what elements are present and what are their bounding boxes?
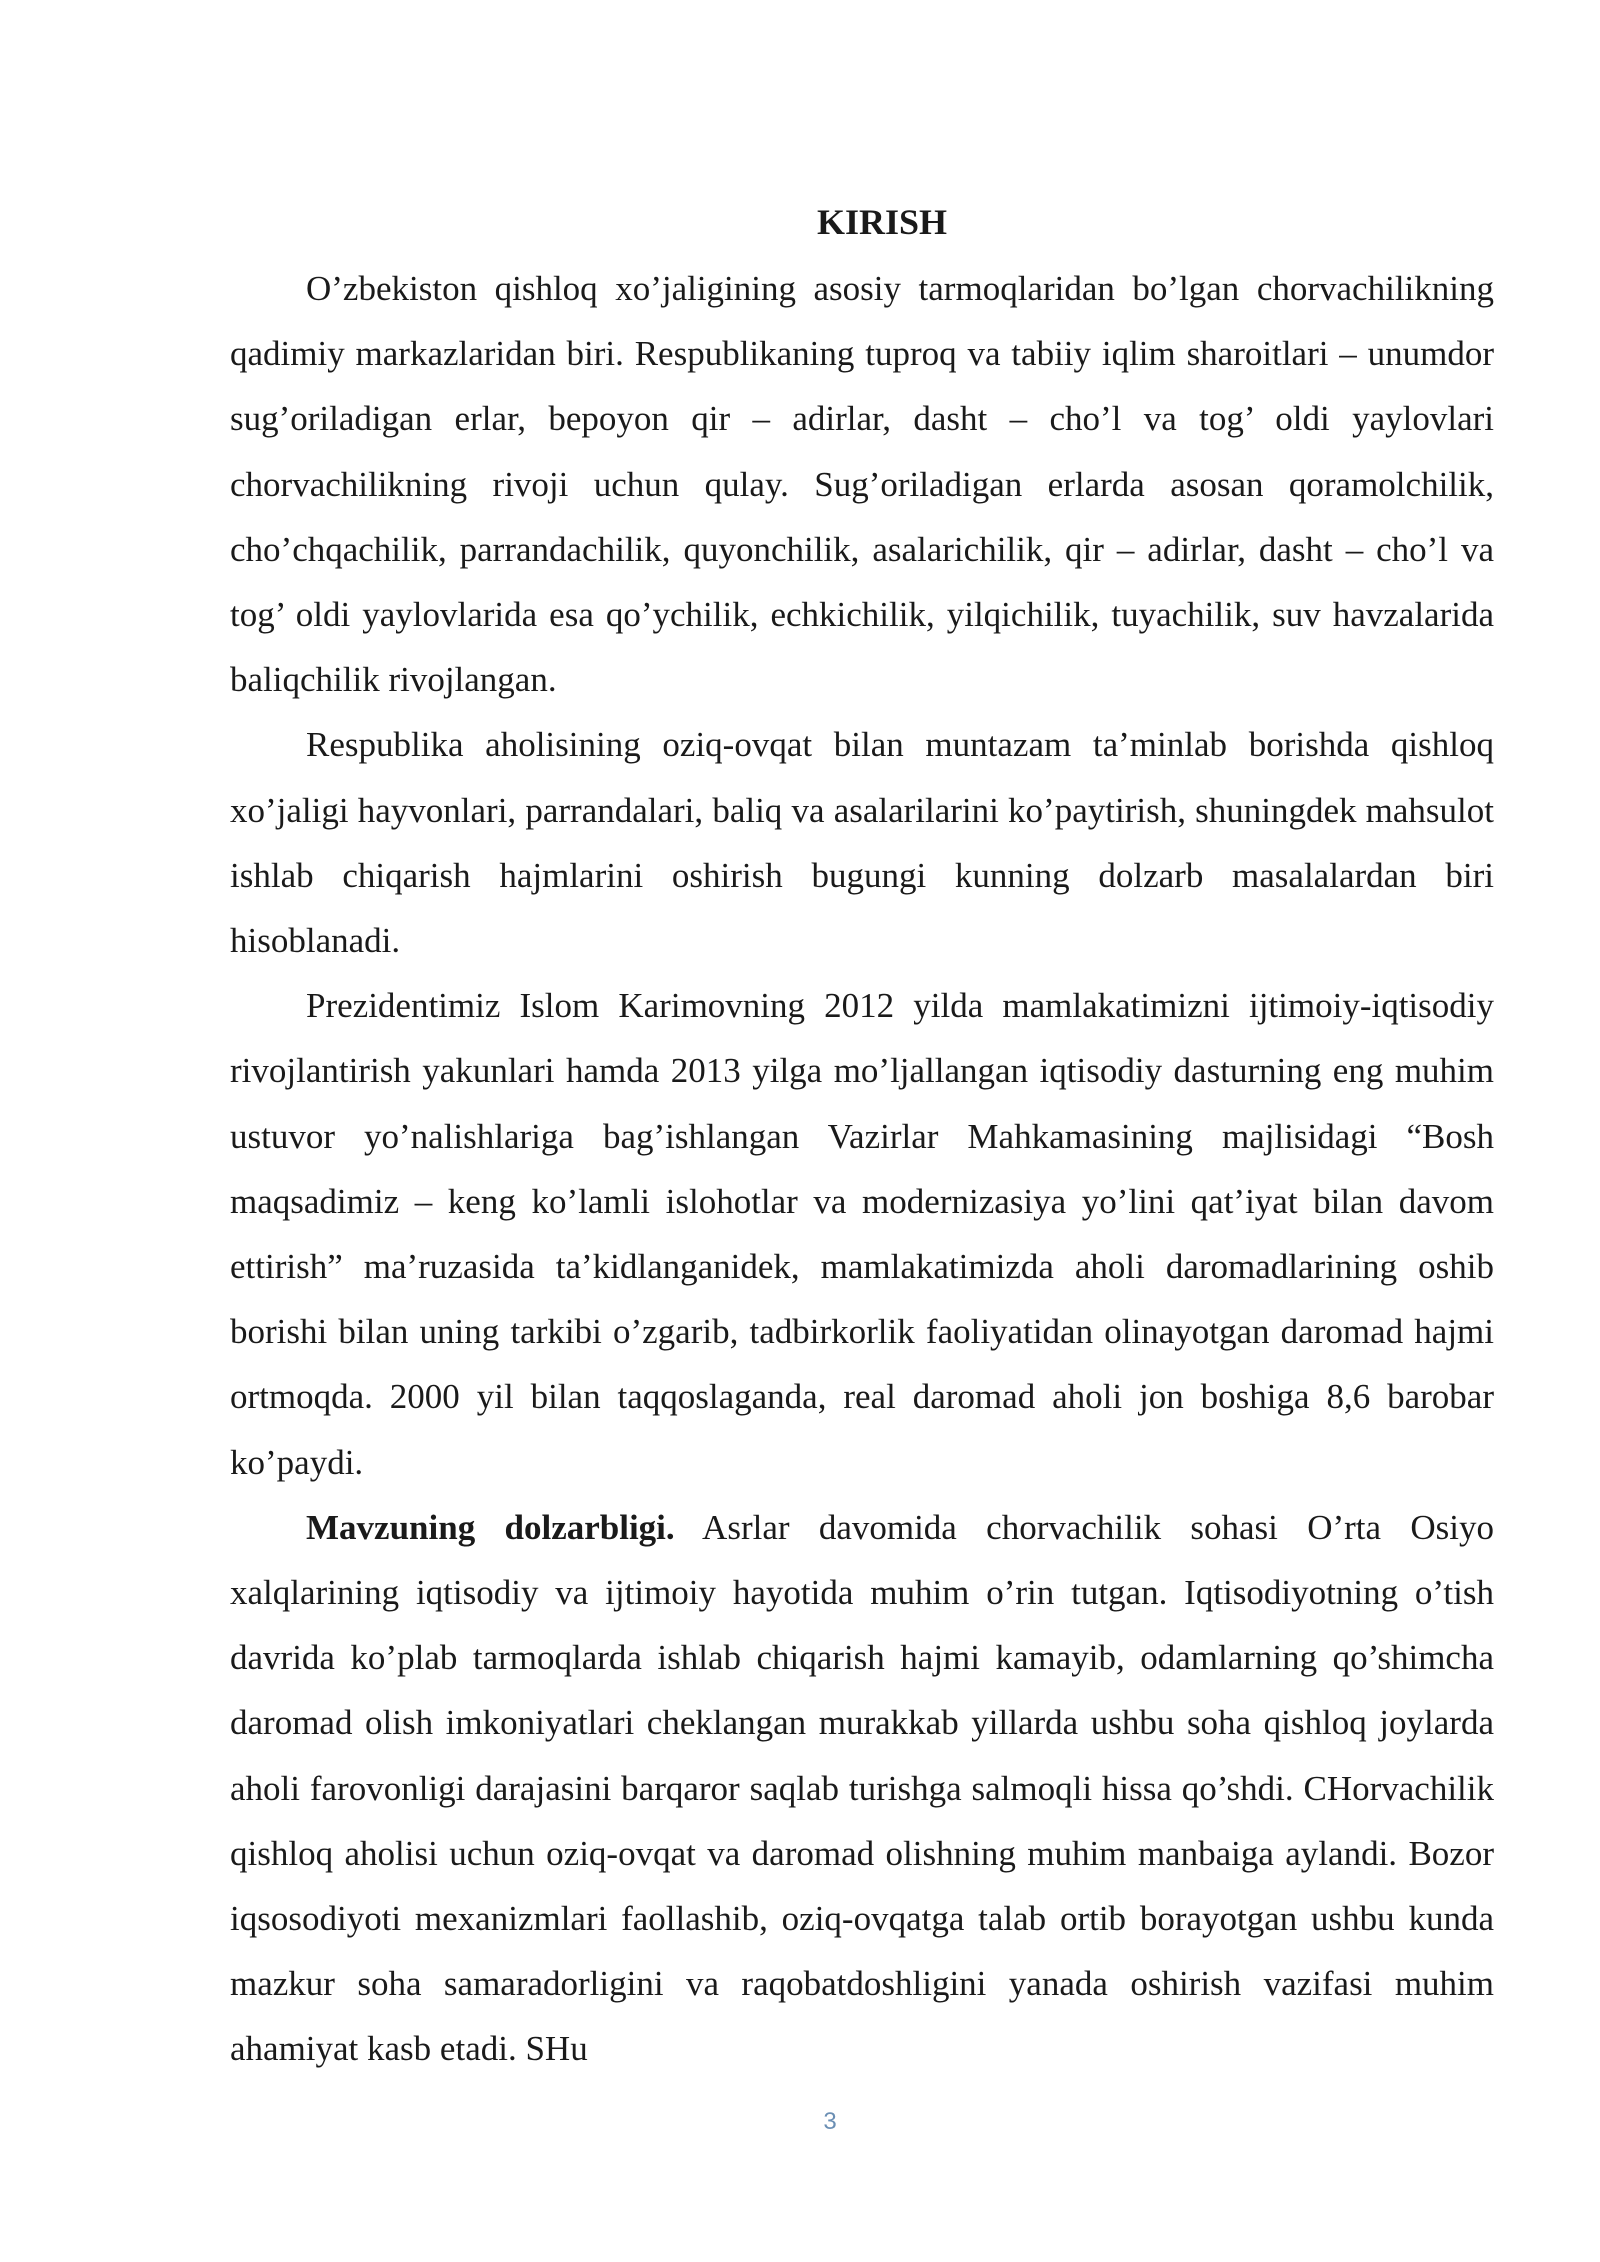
paragraph-relevance (230, 1495, 1494, 2082)
paragraph-food-supply: Respublika aholisining oziq-ovqat bilan muntazam ta’minlab borishda qishloq xo’jaligi hayvonlari, parrandalari, baliq va asalarilarini ko’paytirish, shuningdek mahsulot ishlab chiqarish hajmlarini oshirish bugungi kunning dolzarb masalalardan biri hisoblanadi. (230, 725, 1494, 961)
relevance-text: Asrlar davomida chorvachilik sohasi O’rta Osiyo xalqlarining iqtisodiy va ijtimoiy hayotida muhim o’rin tutgan. Iqtisodiyotning o’tish davrida ko’plab tarmoqlarda ishlab chiqarish hajmi kamayib, odamlarning qo’shimcha daromad olish imkoniyatlari cheklangan murakkab yillarda ushbu soha qishloq joylarda aholi farovonligi darajasini barqaror saqlab turishga salmoqli hissa qo’shdi. CHorvachilik qishloq aholisi uchun oziq-ovqat va daromad olishning muhim manbaiga aylandi. Bozor iqsosodiyoti mexanizmlari faollashib, oziq-ovqatga talab ortib borayotgan ushbu kunda mazkur soha samaradorligini va raqobatdoshligini yanada oshirish vazifasi muhim ahamiyat kasb etadi. SHu (230, 1507, 1494, 2069)
document-page (230, 196, 1494, 2082)
relevance-heading: Mavzuning dolzarbligi. (306, 1507, 675, 1547)
page-number: 3 (823, 2108, 837, 2135)
paragraph-president: Prezidentimiz Islom Karimovning 2012 yilda mamlakatimizni ijtimoiy-iqtisodiy rivojlantirish yakunlari hamda 2013 yilga mo’ljallangan iqtisodiy dasturning eng muhim ustuvor yo’nalishlariga bag’ishlangan Vazirlar Mahkamasining majlisidagi “Bosh maqsadimiz – keng ko’lamli islohotlar va modernizasiya yo’lini qat’iyat bilan davom ettirish” ma’ruzasida ta’kidlanganidek, mamlakatimizda aholi daromadlarining oshib borishi bilan uning tarkibi o’zgarib, tadbirkorlik faoliyatidan olinayotgan daromad hajmi ortmoqda. 2000 yil bilan taqqoslaganda, real daromad aholi jon boshiga 8,6 barobar ko’paydi. (230, 986, 1494, 1482)
paragraph-intro: O’zbekiston qishloq xo’jaligining asosiy tarmoqlaridan bo’lgan chorvachilikning qadimiy markazlaridan biri. Respublikaning tuproq va tabiiy iqlim sharoitlari – unumdor sug’oriladigan erlar, bepoyon qir – adirlar, dasht – cho’l va tog’ oldi yaylovlari chorvachilikning rivoji uchun qulay. Sug’oriladigan erlarda asosan qoramolchilik, cho’chqachilik, parrandachilik, quyonchilik, asalarichilik, qir – adirlar, dasht – cho’l va tog’ oldi yaylovlarida esa qo’ychilik, echkichilik, yilqichilik, tuyachilik, suv havzalarida baliqchilik rivojlangan. (230, 269, 1494, 700)
document-title: KIRISH (816, 202, 948, 242)
